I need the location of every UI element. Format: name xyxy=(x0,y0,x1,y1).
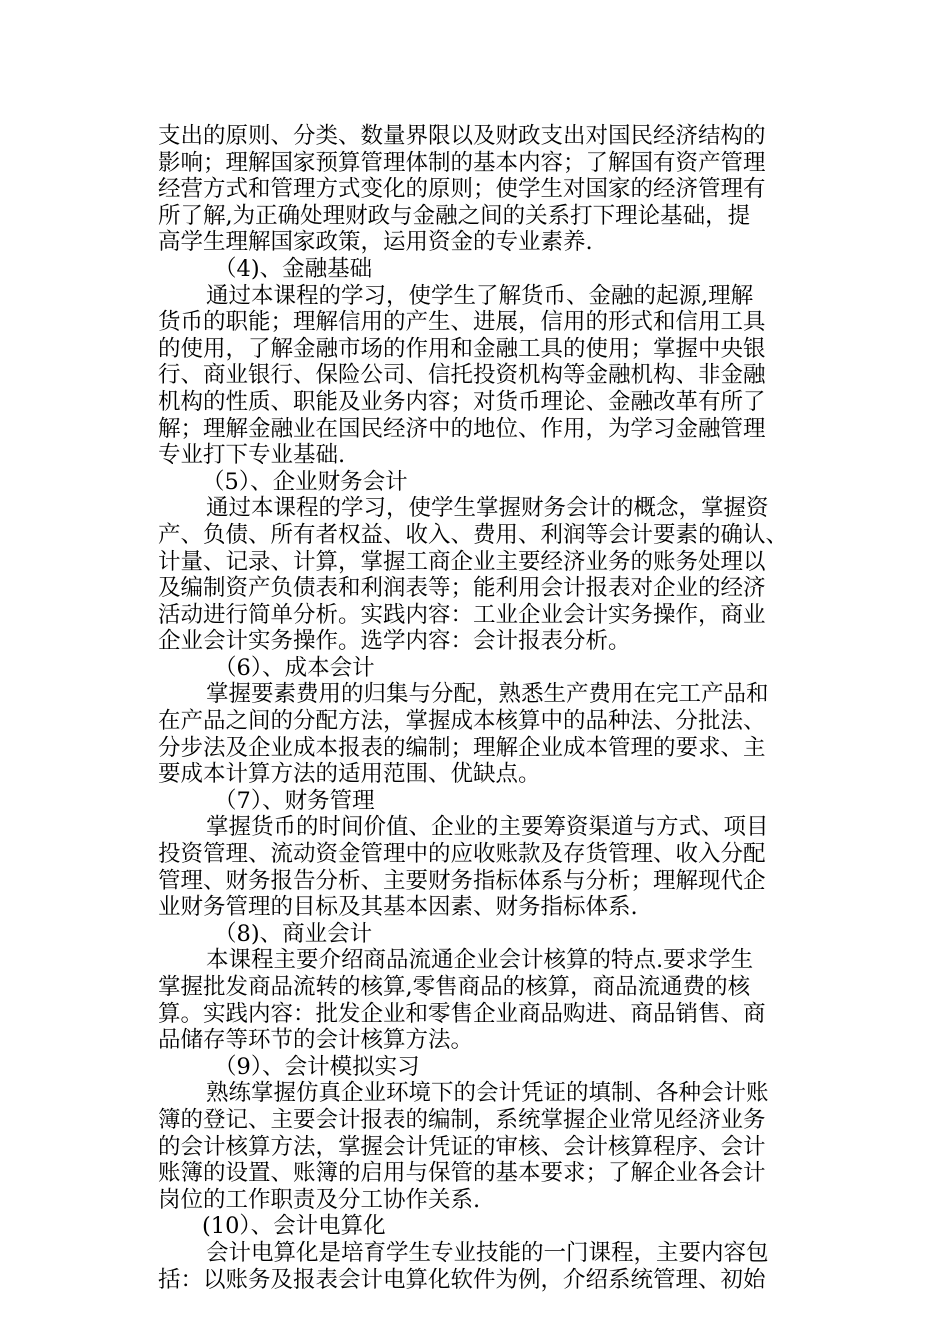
paragraph-first-line: 会计电算化是培育学生专业技能的一门课程，主要内容包 xyxy=(206,1239,769,1266)
paragraph-first-line: 通过本课程的学习，使学生了解货币、金融的起源,理解 xyxy=(206,282,754,309)
text-line: 所了解,为正确处理财政与金融之间的关系打下理论基础，提 xyxy=(158,202,751,229)
section-heading-9: （9）、会计模拟实习 xyxy=(214,1053,420,1080)
section-heading-6: （6）、成本会计 xyxy=(214,654,375,681)
text-line: 及编制资产负债表和利润表等；能利用会计报表对企业的经济 xyxy=(158,575,766,602)
text-line: 分步法及企业成本报表的编制；理解企业成本管理的要求、主 xyxy=(158,734,766,761)
text-line: 要成本计算方法的适用范围、优缺点。 xyxy=(158,761,541,788)
paragraph-first-line: 本课程主要介绍商品流通企业会计核算的特点.要求学生 xyxy=(206,947,754,974)
text-line: 掌握批发商品流转的核算,零售商品的核算，商品流通费的核 xyxy=(158,974,751,1000)
text-line: 影响；理解国家预算管理体制的基本内容；了解国有资产管理 xyxy=(158,149,766,176)
text-line: 岗位的工作职责及分工协作关系. xyxy=(158,1186,481,1213)
text-line: 经营方式和管理方式变化的原则；使学生对国家的经济管理有 xyxy=(158,176,766,203)
text-line: 业财务管理的目标及其基本因素、财务指标体系. xyxy=(158,894,638,921)
paragraph-first-line: 掌握货币的时间价值、企业的主要筹资渠道与方式、项目 xyxy=(206,814,769,841)
text-line: 账簿的设置、账簿的启用与保管的基本要求；了解企业各会计 xyxy=(158,1160,766,1187)
text-line: 的使用，了解金融市场的作用和金融工具的使用；掌握中央银 xyxy=(158,335,766,362)
section-heading-5: （5）、企业财务会计 xyxy=(202,468,408,495)
text-line: 括：以账务及报表会计电算化软件为例，介绍系统管理、初始 xyxy=(158,1266,766,1293)
text-line: 支出的原则、分类、数量界限以及财政支出对国民经济结构的 xyxy=(158,123,766,149)
section-heading-10: (10）、会计电算化 xyxy=(202,1213,386,1240)
text-line: 高学生理解国家政策，运用资金的专业素养. xyxy=(158,229,593,256)
paragraph-first-line: 通过本课程的学习，使学生掌握财务会计的概念，掌握资 xyxy=(206,495,769,522)
text-line: 的会计核算方法，掌握会计凭证的审核、会计核算程序、会计 xyxy=(158,1133,766,1160)
section-heading-8: （8)、商业会计 xyxy=(214,920,373,947)
text-line: 产、负债、所有者权益、收入、费用、利润等会计要素的确认、 xyxy=(158,521,789,548)
text-line: 机构的性质、职能及业务内容；对货币理论、金融改革有所了 xyxy=(158,388,766,415)
text-line: 算。实践内容：批发企业和零售企业商品购进、商品销售、商 xyxy=(158,1000,766,1027)
text-line: 计量、记录、计算，掌握工商企业主要经济业务的账务处理以 xyxy=(158,548,766,575)
document-body xyxy=(158,123,818,1293)
section-heading-4: （4)、金融基础 xyxy=(214,255,373,282)
text-line: 货币的职能；理解信用的产生、进展，信用的形式和信用工具 xyxy=(158,309,766,336)
text-line: 簿的登记、主要会计报表的编制，系统掌握企业常见经济业务 xyxy=(158,1106,766,1133)
section-heading-7: （7）、财务管理 xyxy=(214,787,375,814)
text-line: 投资管理、流动资金管理中的应收账款及存货管理、收入分配 xyxy=(158,841,766,868)
text-line: 专业打下专业基础. xyxy=(158,442,346,469)
text-line: 活动进行简单分析。实践内容：工业企业会计实务操作，商业 xyxy=(158,601,766,628)
text-line: 解；理解金融业在国民经济中的地位、作用，为学习金融管理 xyxy=(158,415,766,442)
paragraph-first-line: 熟练掌握仿真企业环境下的会计凭证的填制、各种会计账 xyxy=(206,1080,769,1107)
text-line: 在产品之间的分配方法，掌握成本核算中的品种法、分批法、 xyxy=(158,708,766,735)
text-line: 企业会计实务操作。选学内容：会计报表分析。 xyxy=(158,628,631,655)
text-line: 品储存等环节的会计核算方法。 xyxy=(158,1027,474,1054)
text-line: 管理、财务报告分析、主要财务指标体系与分析；理解现代企 xyxy=(158,867,766,894)
text-line: 行、商业银行、保险公司、信托投资机构等金融机构、非金融 xyxy=(158,362,766,389)
paragraph-first-line: 掌握要素费用的归集与分配，熟悉生产费用在完工产品和 xyxy=(206,681,769,708)
